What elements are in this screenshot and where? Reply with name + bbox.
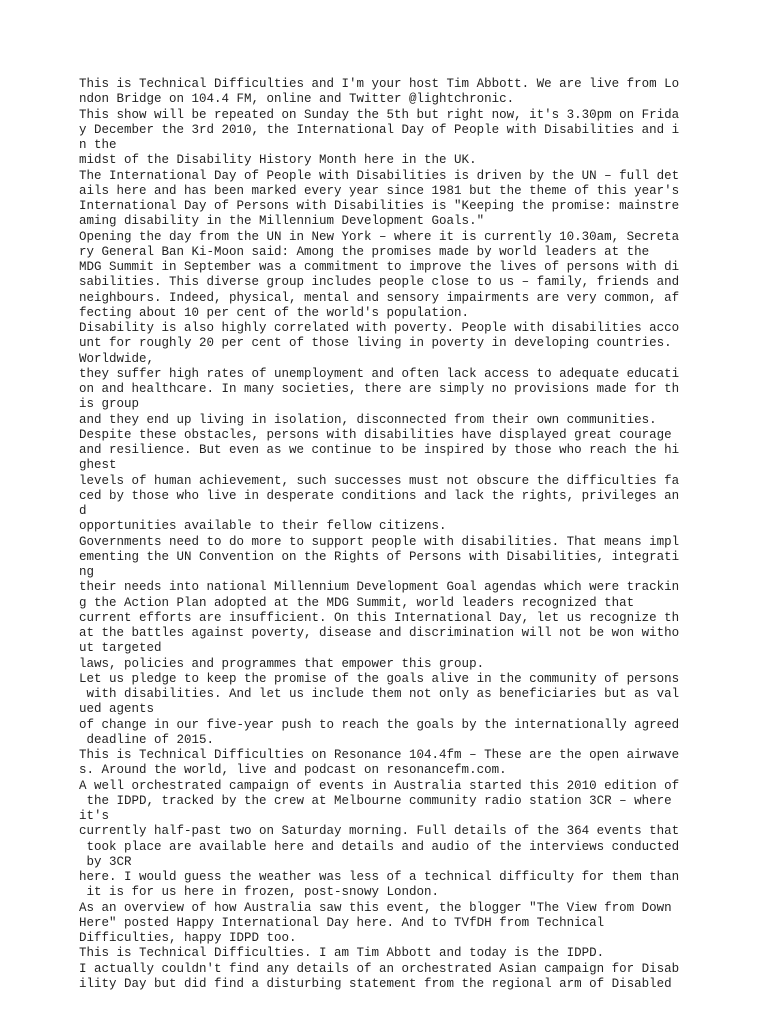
text-line: midst of the Disability History Month here in the UK. [79,153,477,168]
text-line: levels of human achievement, such successes must not obscure the difficulties fa [79,473,680,488]
text-line: took place are available here and details and audio of the interviews conducted [79,839,680,854]
text-line: International Day of Persons with Disabilities is "Keeping the promise: mainstre [79,199,680,213]
text-line: opportunities available to their fellow citizens. [79,519,447,534]
text-line: Worldwide, [79,351,155,366]
text-line: of change in our five-year push to reach the goals by the internationally agreed [79,717,680,732]
text-line: n the [79,138,117,152]
text-line: This show will be repeated on Sunday the 5th but right now, it's 3.30pm on Frida [79,107,680,122]
text-line: g the Action Plan adopted at the MDG Summit, world leaders recognized that [79,595,635,610]
text-line: their needs into national Millennium Development Goal agendas which were trackin [79,580,680,595]
text-line: ut targeted [79,641,162,656]
text-line: ementing the UN Convention on the Rights of Persons with Disabilities, integrati [79,549,680,564]
text-line: it is for us here in frozen, post-snowy London. [79,885,440,900]
text-line: here. I would guess the weather was less of a technical difficulty for them than [79,870,680,884]
text-line: on and healthcare. In many societies, there are simply no provisions made for th [79,382,680,396]
text-line: ced by those who live in desperate conditions and lack the rights, privileges an [79,488,680,503]
text-line: laws, policies and programmes that empower this group. [79,656,485,671]
text-line: at the battles against poverty, disease and discrimination will not be won witho [79,626,680,640]
text-line: neighbours. Indeed, physical, mental and sensory impairments are very common, af [79,290,680,305]
text-line: and resilience. But even as we continue to be inspired by those who reach the hi [79,443,680,457]
text-line: ghest [79,458,117,473]
text-line: MDG Summit in September was a commitment to improve the lives of persons with di [79,260,680,274]
text-line: aming disability in the Millennium Development Goals." [79,214,485,229]
text-line: d [79,504,87,518]
text-line: Despite these obstacles, persons with disabilities have displayed great courage [79,427,672,442]
text-line: Opening the day from the UN in New York – where it is currently 10.30am, Secreta [79,229,680,244]
text-line: This is Technical Difficulties. I am Tim Abbott and today is the IDPD. [79,946,605,961]
transcript-text [79,77,739,992]
text-line: Let us pledge to keep the promise of the goals alive in the community of persons [79,671,680,686]
text-line: unt for roughly 20 per cent of those living in poverty in developing countries. [79,336,672,351]
text-line: I actually couldn't find any details of an orchestrated Asian campaign for Disab [79,961,680,976]
text-line: Difficulties, happy IDPD too. [79,931,297,945]
text-line: currently half-past two on Saturday morning. Full details of the 364 events that [79,824,680,839]
text-line: The International Day of People with Disabilities is driven by the UN – full det [79,168,680,183]
text-line: and they end up living in isolation, disconnected from their own communities. [79,412,657,427]
text-line: ng [79,565,95,579]
text-line: with disabilities. And let us include them not only as beneficiaries but as val [79,687,680,701]
text-line: the IDPD, tracked by the crew at Melbourne community radio station 3CR – where [79,793,672,808]
text-line: ued agents [79,702,155,717]
text-line: ndon Bridge on 104.4 FM, online and Twitter @lightchronic. [79,92,515,107]
text-line: This is Technical Difficulties on Resonance 104.4fm – These are the open airwave [79,748,680,762]
text-line: A well orchestrated campaign of events in Australia started this 2010 edition of [79,778,680,793]
text-line: s. Around the world, live and podcast on resonancefm.com. [79,763,507,778]
text-line: Governments need to do more to support people with disabilities. That means impl [79,534,680,549]
text-line: This is Technical Difficulties and I'm your host Tim Abbott. We are live from Lo [79,77,680,91]
text-line: sabilities. This diverse group includes people close to us – family, friends and [79,275,680,290]
text-line: is group [79,397,140,412]
text-line: deadline of 2015. [79,732,215,747]
text-line: ility Day but did find a disturbing statement from the regional arm of Disabled [79,976,672,991]
text-line: y December the 3rd 2010, the International Day of People with Disabilities and i [79,122,680,137]
text-line: they suffer high rates of unemployment and often lack access to adequate educati [79,366,680,381]
text-line: by 3CR [79,854,132,869]
text-line: it's [79,809,110,823]
text-line: current efforts are insufficient. On this International Day, let us recognize th [79,610,680,625]
text-line: ry General Ban Ki-Moon said: Among the promises made by world leaders at the [79,244,650,259]
text-line: As an overview of how Australia saw this event, the blogger "The View from Down [79,900,672,915]
text-line: Disability is also highly correlated with poverty. People with disabilities acco [79,321,680,335]
text-line: fecting about 10 per cent of the world's population. [79,305,470,320]
text-line: Here" posted Happy International Day here. And to TVfDH from Technical [79,915,605,930]
text-line: ails here and has been marked every year since 1981 but the theme of this year's [79,183,680,198]
